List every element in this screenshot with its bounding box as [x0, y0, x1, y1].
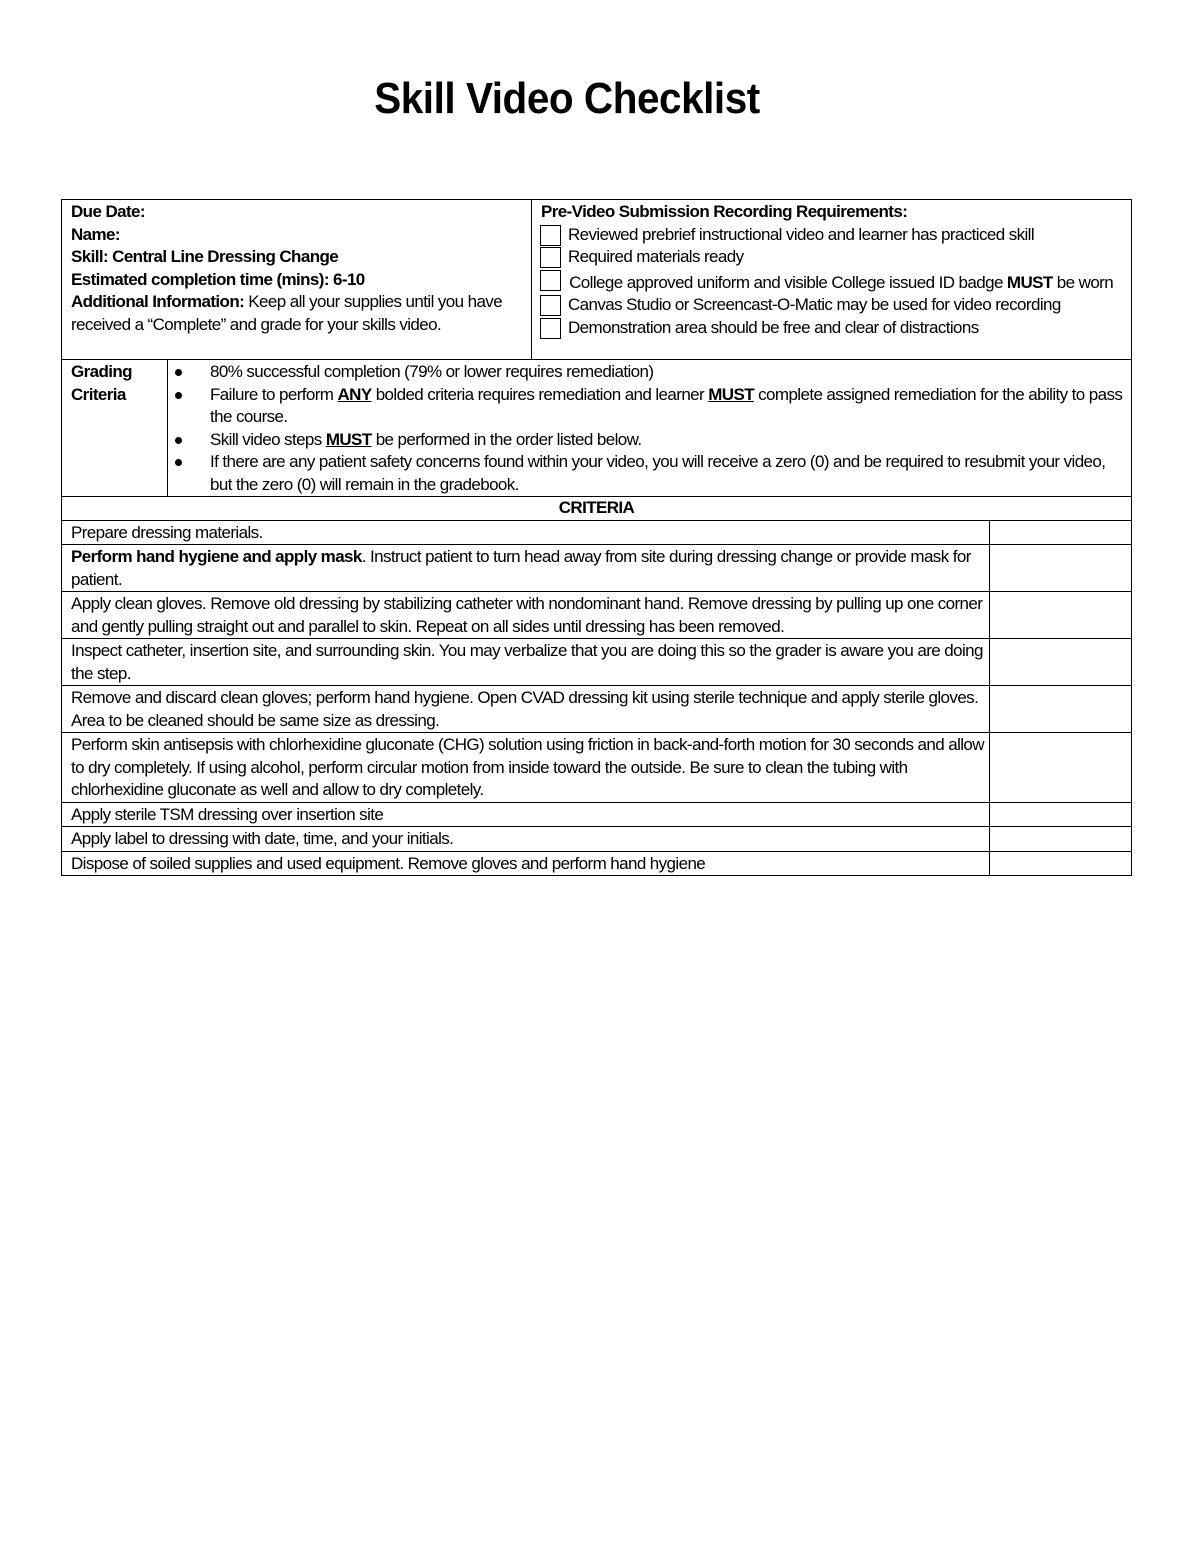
criteria-row: [62, 827, 1132, 852]
grading-row: [62, 360, 1132, 497]
requirement-item: [541, 317, 1127, 340]
criteria-step-emphasis: Perform hand hygiene and apply mask: [71, 547, 362, 566]
score-cell[interactable]: [990, 827, 1132, 852]
requirement-checkbox[interactable]: [540, 247, 561, 268]
criteria-step: Remove and discard clean gloves; perform hand hygiene. Open CVAD dressing kit using sterile technique and apply sterile gloves. Area to be cleaned should be same size as dressing.: [62, 686, 990, 733]
criteria-row: [62, 592, 1132, 639]
requirement-text: Reviewed prebrief instructional video and learner has practiced skill: [568, 224, 1035, 244]
bullet-text: be performed in the order listed below.: [371, 429, 642, 449]
grading-bullet: [168, 429, 1127, 452]
bullet-emphasis: MUST: [708, 384, 754, 404]
requirement-item: [541, 224, 1127, 247]
criteria-row: [62, 733, 1132, 803]
requirement-checkbox[interactable]: [540, 318, 561, 339]
criteria-step: Prepare dressing materials.: [62, 520, 990, 545]
estimated-time: Estimated completion time (mins): 6-10: [71, 269, 365, 289]
requirement-emphasis: MUST: [1006, 272, 1053, 292]
additional-info: [71, 291, 527, 336]
score-cell[interactable]: [990, 592, 1132, 639]
requirement-item: [541, 294, 1127, 317]
requirement-text: Required materials ready: [568, 247, 744, 266]
bullet-emphasis: MUST: [325, 429, 372, 449]
criteria-row: [62, 851, 1132, 876]
skill-checklist-table: [61, 199, 1132, 876]
requirement-checkbox[interactable]: [540, 270, 561, 291]
bullet-text: Failure to perform: [210, 384, 338, 404]
bullet-emphasis: ANY: [337, 384, 372, 404]
requirement-item: [541, 269, 1127, 295]
criteria-step: Apply sterile TSM dressing over insertion site: [62, 802, 990, 827]
criteria-heading-row: [62, 497, 1132, 521]
grading-bullet: 80% successful completion (79% or lower requires remediation): [168, 361, 1127, 384]
score-cell[interactable]: [990, 802, 1132, 827]
requirement-text: be worn: [1052, 272, 1114, 292]
criteria-step: Apply clean gloves. Remove old dressing by stabilizing catheter with nondominant hand. Remove dressing by pulling up one corner and gently pulling straight out and parallel to skin. Repeat on all sides until dressing has been removed.: [62, 592, 990, 639]
criteria-row: [62, 802, 1132, 827]
bullet-text: complete assigned remediation for the ability to pass the course.: [210, 384, 1123, 426]
requirement-text: Canvas Studio or Screencast-O-Matic may be used for video recording: [568, 295, 1061, 314]
criteria-step: Dispose of soiled supplies and used equipment. Remove gloves and perform hand hygiene: [62, 851, 990, 876]
skill-name: Skill: Central Line Dressing Change: [71, 247, 339, 266]
criteria-row: [62, 545, 1132, 592]
requirement-checkbox[interactable]: [540, 295, 561, 316]
requirement-text: Demonstration area should be free and clear of distractions: [568, 317, 979, 337]
criteria-row: [62, 520, 1132, 545]
requirement-checkbox[interactable]: [540, 225, 561, 246]
score-cell[interactable]: [990, 686, 1132, 733]
due-date-label: Due Date:: [71, 202, 145, 221]
grading-label: Grading Criteria: [62, 360, 168, 497]
additional-info-text: Keep all your supplies until you have received a “Complete” and grade for your skills video.: [71, 292, 503, 334]
criteria-step: Apply label to dressing with date, time, and your initials.: [62, 827, 990, 852]
info-row: [62, 200, 1132, 360]
grading-bullets-cell: [168, 360, 1132, 497]
name-label: Name:: [71, 224, 120, 244]
requirement-text: College approved uniform and visible College issued ID badge: [565, 272, 1007, 292]
bullet-text: bolded criteria requires remediation and learner: [371, 384, 709, 404]
score-cell[interactable]: [990, 520, 1132, 545]
grading-bullet: [168, 384, 1127, 429]
requirements-cell: [532, 200, 1132, 360]
bullet-text: Skill video steps: [210, 429, 326, 449]
criteria-step: Inspect catheter, insertion site, and surrounding skin. You may verbalize that you are doing this so the grader is aware you are doing the step.: [62, 639, 990, 686]
additional-info-label: Additional Information:: [71, 292, 245, 311]
page-title: Skill Video Checklist: [374, 74, 760, 123]
criteria-step: [62, 545, 990, 592]
grading-bullet: If there are any patient safety concerns found within your video, you will receive a zero (0) and be required to resubmit your video, but the zero (0) will remain in the gradebook.: [168, 451, 1127, 496]
score-cell[interactable]: [990, 851, 1132, 876]
requirements-heading: Pre-Video Submission Recording Requirements:: [541, 202, 908, 221]
criteria-heading: CRITERIA: [62, 497, 1132, 521]
criteria-step-text: . Instruct patient to turn head away from site during dressing change or provide mask for patient.: [71, 547, 971, 589]
requirement-item: [541, 246, 1127, 269]
score-cell[interactable]: [990, 733, 1132, 803]
score-cell[interactable]: [990, 545, 1132, 592]
criteria-step: Perform skin antisepsis with chlorhexidine gluconate (CHG) solution using friction in back-and-forth motion for 30 seconds and allow to dry completely. If using alcohol, perform circular motion from inside toward the outside. Be sure to clean the tubing with chlorhexidine gluconate as well and allow to dry completely.: [62, 733, 990, 803]
criteria-row: [62, 686, 1132, 733]
criteria-row: [62, 639, 1132, 686]
score-cell[interactable]: [990, 639, 1132, 686]
info-cell: [62, 200, 532, 360]
grading-bullets: [168, 361, 1127, 496]
